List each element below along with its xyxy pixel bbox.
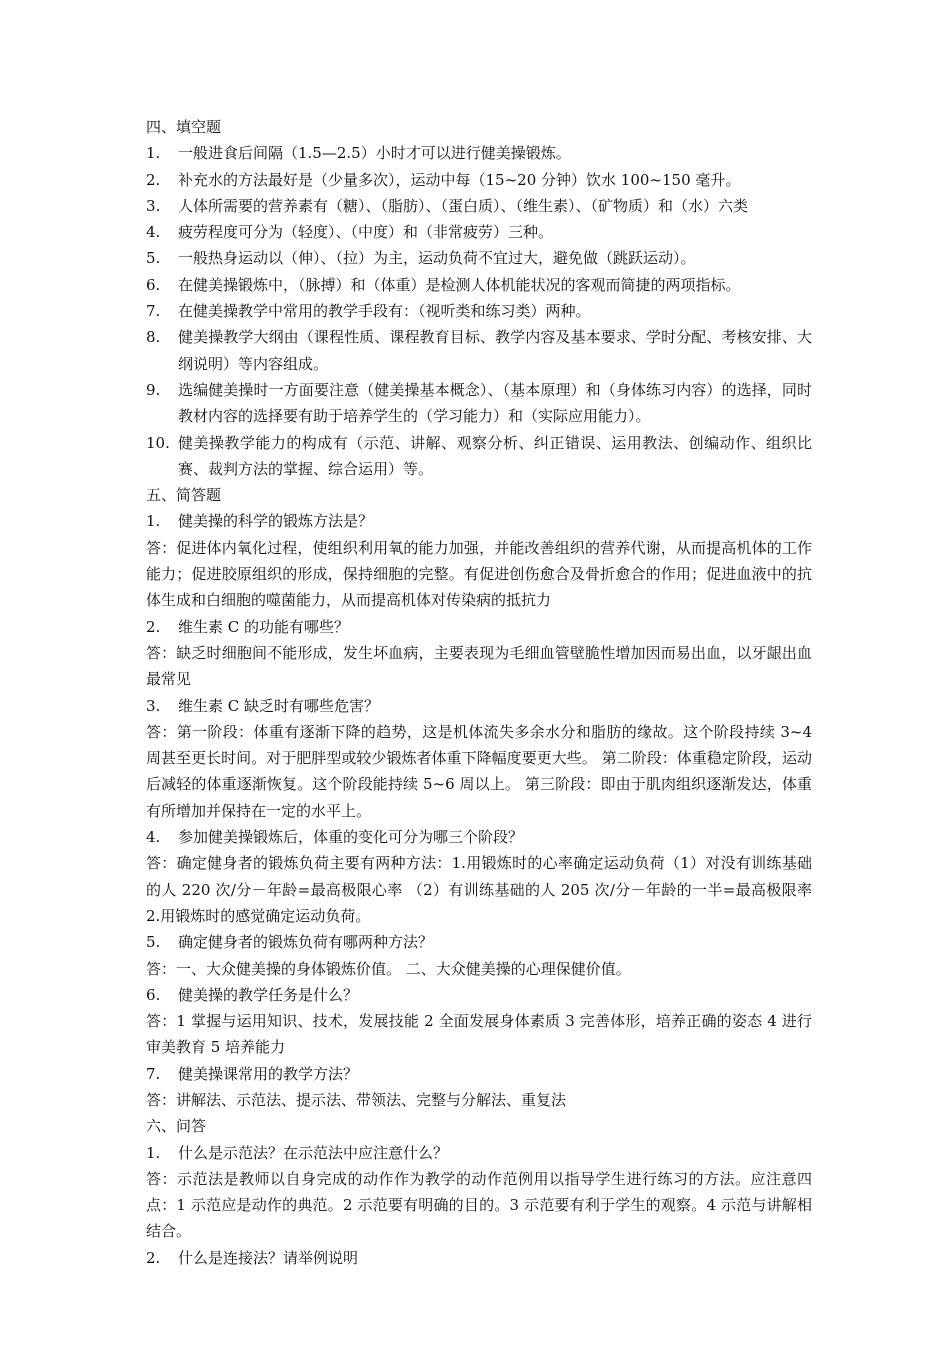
item-text: 补充水的方法最好是（少量多次），运动中每（15~20 分钟）饮水 100~150 毫升。 <box>178 170 741 189</box>
fill-item-7 <box>146 298 812 324</box>
question-text: 确定健身者的锻炼负荷有哪两种方法？ <box>178 933 434 952</box>
item-text: 选编健美操时一方面要注意（健美操基本概念）、（基本原理）和（身体练习内容）的选择，同时教材内容的选择要有助于培养学生的（学习能力）和（实际应用能力）。 <box>178 380 812 426</box>
fill-item-5 <box>146 245 812 271</box>
fill-item-2 <box>146 167 812 193</box>
item-number: 7. <box>146 302 161 321</box>
short-question-5 <box>146 929 812 955</box>
fill-item-6 <box>146 272 812 298</box>
fill-item-8 <box>146 324 812 377</box>
item-text: 人体所需要的营养素有（糖）、（脂肪）、（蛋白质）、（维生素）、（矿物质）和（水）六类 <box>178 196 749 215</box>
item-number: 8. <box>146 328 161 347</box>
document-page <box>146 114 812 1271</box>
item-text: 在健美操锻炼中，（脉搏）和（体重）是检测人体机能状况的客观而简捷的两项指标。 <box>178 275 741 294</box>
question-text: 健美操的科学的锻炼方法是？ <box>178 512 374 531</box>
item-number: 2. <box>146 170 161 189</box>
item-text: 疲劳程度可分为（轻度）、（中度）和（非常疲劳）三种。 <box>178 223 554 242</box>
short-answer-2: 答：缺乏时细胞间不能形成，发生坏血病，主要表现为毛细血管壁脆性增加因而易出血，以牙龈出血最常见 <box>146 643 812 689</box>
item-text: 健美操教学能力的构成有（示范、讲解、观察分析、纠正错误、运用教法、创编动作、组织比赛、裁判方法的掌握、综合运用）等。 <box>178 433 812 478</box>
section-heading-qa: 六、问答 <box>146 1117 207 1136</box>
short-question-3 <box>146 693 812 719</box>
question-text: 参加健美操锻炼后，体重的变化可分为哪三个阶段？ <box>178 828 524 847</box>
question-text: 健美操的教学任务是什么？ <box>178 985 359 1004</box>
question-text: 什么是连接法？请举例说明 <box>178 1248 359 1267</box>
question-number: 1. <box>146 512 161 531</box>
item-number: 3. <box>146 196 161 215</box>
item-number: 4. <box>146 223 161 242</box>
short-question-7 <box>146 1061 812 1087</box>
item-number: 6. <box>146 275 161 294</box>
short-answer-1: 答：促进体内氧化过程，使组织利用氧的能力加强，并能改善组织的营养代谢，从而提高机体的工作能力；促进胶原组织的形成，保持细胞的完整。有促进创伤愈合及骨折愈合的作用；促进血液中的抗体生成和白细胞的噬菌能力，从而提高机体对传染病的抵抗力 <box>146 538 812 610</box>
question-number: 1. <box>146 1143 161 1162</box>
question-number: 2. <box>146 1248 161 1267</box>
question-number: 7. <box>146 1064 161 1083</box>
qa-question-1 <box>146 1140 812 1166</box>
fill-item-1 <box>146 140 812 166</box>
item-text: 一般进食后间隔（1.5—2.5）小时才可以进行健美操锻炼。 <box>178 144 571 163</box>
question-number: 2. <box>146 617 161 636</box>
short-answer-7: 答：讲解法、示范法、提示法、带领法、完整与分解法、重复法 <box>146 1090 567 1109</box>
question-number: 3. <box>146 696 161 715</box>
short-answer-3: 答：第一阶段：体重有逐渐下降的趋势，这是机体流失多余水分和脂肪的缘故。这个阶段持续 3~4 周甚至更长时间。对于肥胖型或较少锻炼者体重下降幅度要更大些。 第二阶段：体重稳定阶段，运动后减轻的体重逐渐恢复。这个阶段能持续 5~6 周以上。 第三阶段：即由于肌肉组织逐渐发达，体重有所增加并保持在一定的水平上。 <box>146 722 812 820</box>
item-number: 10. <box>146 433 170 452</box>
qa-answer-1: 答：示范法是教师以自身完成的动作作为教学的动作范例用以指导学生进行练习的方法。应注意四点：1 示范应是动作的典范。2 示范要有明确的目的。3 示范要有利于学生的观察。4 示范与讲解相结合。 <box>146 1169 812 1241</box>
fill-item-4 <box>146 219 812 245</box>
short-answer-6: 答：1 掌握与运用知识、技术，发展技能 2 全面发展身体素质 3 完善体形，培养正确的姿态 4 进行审美教育 5 培养能力 <box>146 1012 812 1057</box>
short-question-4 <box>146 824 812 850</box>
short-question-1 <box>146 508 812 534</box>
item-text: 在健美操教学中常用的教学手段有：（视听类和练习类）两种。 <box>178 302 591 321</box>
question-number: 5. <box>146 933 161 952</box>
question-text: 维生素 C 的功能有哪些？ <box>178 617 350 636</box>
item-text: 健美操教学大纲由（课程性质、课程教育目标、教学内容及基本要求、学时分配、考核安排、大纲说明）等内容组成。 <box>178 328 812 373</box>
question-number: 4. <box>146 828 161 847</box>
question-text: 什么是示范法？在示范法中应注意什么？ <box>178 1143 449 1162</box>
item-number: 1. <box>146 144 161 163</box>
section-heading-short: 五、简答题 <box>146 486 222 505</box>
short-answer-4: 答：确定健身者的锻炼负荷主要有两种方法：1.用锻炼时的心率确定运动负荷（1）对没有训练基础的人 220 次/分－年龄=最高极限心率 （2）有训练基础的人 205 次/分－年龄的一半=最高极限率 2.用锻炼时的感觉确定运动负荷。 <box>146 854 812 925</box>
question-number: 6. <box>146 985 161 1004</box>
item-number: 5. <box>146 249 161 268</box>
item-number: 9. <box>146 380 161 399</box>
short-question-2 <box>146 614 812 640</box>
section-heading-fill: 四、填空题 <box>146 118 222 136</box>
short-question-6 <box>146 982 812 1008</box>
question-text: 维生素 C 缺乏时有哪些危害？ <box>178 696 380 715</box>
short-answer-5: 答：一、大众健美操的身体锻炼价值。 二、大众健美操的心理保健价值。 <box>146 959 631 978</box>
item-text: 一般热身运动以（伸）、（拉）为主，运动负荷不宜过大，避免做（跳跃运动）。 <box>178 249 696 268</box>
fill-item-9 <box>146 377 812 430</box>
qa-question-2 <box>146 1245 812 1271</box>
question-text: 健美操课常用的教学方法？ <box>178 1064 359 1083</box>
fill-item-3 <box>146 193 812 219</box>
fill-item-10 <box>146 430 812 483</box>
